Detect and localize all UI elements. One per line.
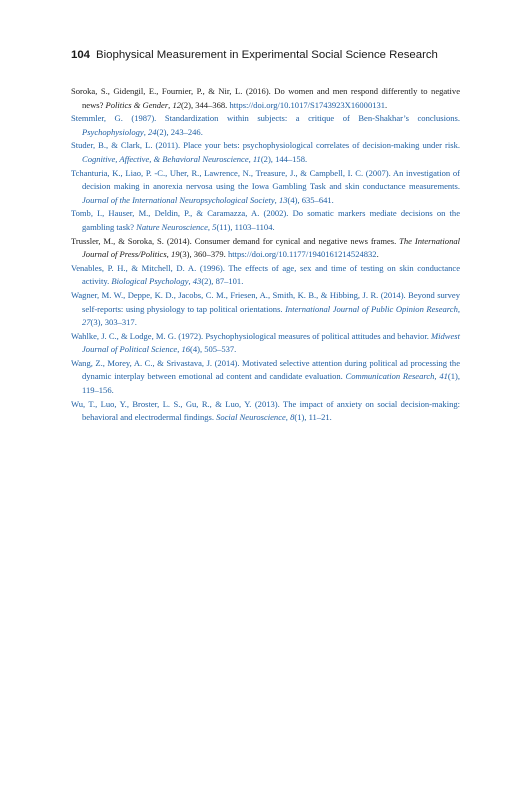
page-number: 104 <box>71 49 91 61</box>
reference-separator: , <box>248 153 253 164</box>
reference-authors-title: Soroka, S., Gidengil, E., Fournier, P., & Nir, L. (2016). Do women and men respond differently to negative news? <box>71 86 460 110</box>
reference-pages: (4), 635–641. <box>287 194 334 205</box>
reference-pages: (2), 144–158. <box>260 153 308 164</box>
reference-separator: , <box>177 344 182 355</box>
reference-separator: , <box>143 126 148 137</box>
reference-separator: , <box>207 221 213 232</box>
reference-source: International Journal of Public Opinion Research <box>285 303 458 314</box>
reference-volume: 27 <box>82 317 91 328</box>
reference-entry <box>71 357 460 398</box>
reference-authors-title: Wagner, M. W., Deppe, K. D., Jacobs, C. M., Friesen, A., Smith, K. B., & Hibbing, J. R. (2014). Beyond survey self-reports: using physiology to tap political orientations. <box>71 289 460 314</box>
reference-separator: , <box>457 303 460 314</box>
reference-volume: 11 <box>252 153 261 164</box>
reference-pages: (1), 119–156. <box>82 371 460 396</box>
reference-volume: 13 <box>278 194 288 205</box>
reference-entry <box>71 330 460 357</box>
reference-source: Social Neuroscience <box>216 412 286 423</box>
reference-authors-title: Tchanturia, K., Liao, P. -C., Uher, R., Lawrence, N., Treasure, J., & Campbell, I. C. (2007). An investigation of decision making in anorexia nervosa using the Iowa Gambling Task and skin conductance measurements. <box>71 167 460 192</box>
reference-source: Journal of the International Neuropsychological Society <box>82 194 275 205</box>
reference-list <box>71 85 460 425</box>
reference-entry <box>71 139 460 166</box>
reference-authors-title: Venables, P. H., & Mitchell, D. A. (1996). The effects of age, sex and time of testing on skin conductance activity. <box>71 262 460 287</box>
reference-source: Cognitive, Affective, & Behavioral Neuroscience <box>82 153 249 164</box>
reference-separator: , <box>285 412 291 423</box>
reference-authors-title: Trussler, M., & Soroka, S. (2014). Consumer demand for cynical and negative news frames. <box>71 235 400 246</box>
reference-volume: 8 <box>290 412 295 423</box>
reference-pages: (2), 243–246. <box>156 126 203 137</box>
reference-entry <box>71 235 460 262</box>
reference-entry <box>71 398 460 425</box>
reference-source: Nature Neuroscience <box>136 221 208 232</box>
running-title: Biophysical Measurement in Experimental Social Science Research <box>96 49 438 61</box>
reference-pages: (11), 1103–1104. <box>216 221 275 232</box>
reference-end: . <box>376 249 379 260</box>
reference-pages: (2), 87–101. <box>201 276 244 287</box>
reference-separator: , <box>168 99 173 110</box>
reference-separator: , <box>188 276 193 287</box>
reference-pages: (4), 505–537. <box>190 344 237 355</box>
reference-authors-title: Wang, Z., Morey, A. C., & Srivastava, J. (2014). Motivated selective attention during political ad processing the dynamic interplay between emotional ad content and candidate evaluation. <box>71 357 460 382</box>
reference-authors-title: Wahlke, J. C., & Lodge, M. G. (1972). Psychophysiological measures of political attitudes and behavior. <box>71 330 432 341</box>
reference-pages: (1), 11–21. <box>294 412 332 423</box>
reference-authors-title: Stemmler, G. (1987). Standardization within subjects: a critique of Ben-Shakhar’s conclusions. <box>71 113 460 124</box>
reference-entry <box>71 167 460 208</box>
running-header <box>71 49 471 61</box>
reference-volume: 24 <box>148 126 157 137</box>
reference-volume: 12 <box>172 99 181 110</box>
reference-end: . <box>385 99 388 110</box>
reference-entry <box>71 262 460 289</box>
reference-authors-title: Wu, T., Luo, Y., Broster, L. S., Gu, R., & Luo, Y. (2013). The impact of anxiety on social decision-making: behavioral and electrodermal findings. <box>71 398 460 423</box>
reference-authors-title: Tomb, I., Hauser, M., Deldin, P., & Caramazza, A. (2002). Do somatic markers mediate decisions on the gambling task? <box>71 208 460 232</box>
reference-volume: 19 <box>170 249 180 260</box>
reference-entry <box>71 85 460 112</box>
reference-authors-title: Studer, B., & Clark, L. (2011). Place your bets: psychophysiological correlates of decision-making under risk. <box>71 140 460 151</box>
reference-separator: , <box>434 371 440 382</box>
reference-source: Communication Research <box>345 371 435 382</box>
reference-source: The International Journal of Press/Politics <box>82 235 461 260</box>
reference-separator: , <box>274 194 279 205</box>
reference-source: Biological Psychology <box>111 276 189 287</box>
reference-separator: , <box>166 249 171 260</box>
reference-pages: (3), 303–317. <box>90 317 137 328</box>
reference-source: Psychophysiology <box>82 126 144 137</box>
reference-source: Midwest Journal of Political Science <box>82 330 460 355</box>
reference-volume: 16 <box>181 344 191 355</box>
reference-entry <box>71 289 460 330</box>
reference-pages: (2), 344–368. <box>181 99 230 110</box>
reference-entry <box>71 207 460 234</box>
reference-pages: (3), 360–379. <box>179 249 228 260</box>
reference-volume: 41 <box>439 371 448 382</box>
reference-volume: 5 <box>212 221 217 232</box>
reference-doi-link[interactable]: https://doi.org/10.1177/1940161214524832 <box>227 249 377 260</box>
reference-entry <box>71 112 460 139</box>
reference-volume: 43 <box>192 276 202 287</box>
reference-doi-link[interactable]: https://doi.org/10.1017/S1743923X16000131 <box>229 99 386 110</box>
reference-source: Politics & Gender <box>105 99 169 110</box>
